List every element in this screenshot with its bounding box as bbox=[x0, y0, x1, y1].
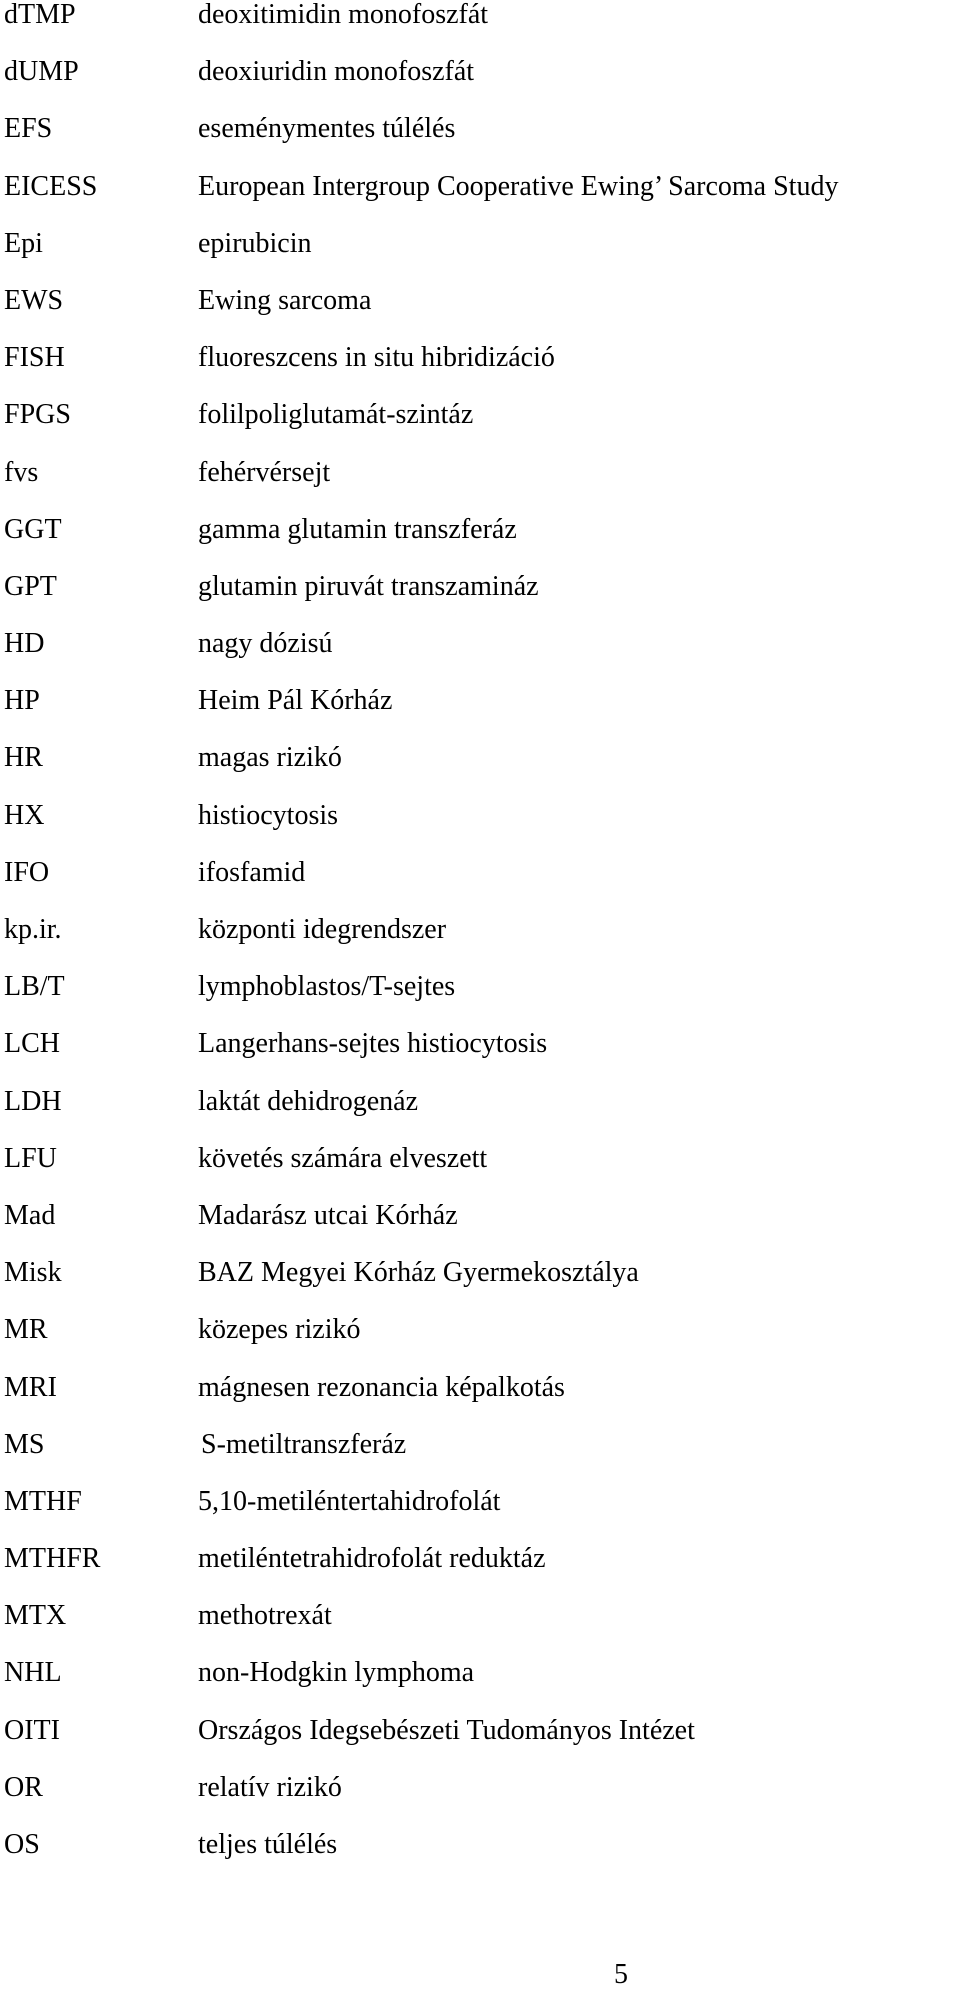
abbreviation-definition: közepes rizikó bbox=[198, 1314, 361, 1346]
abbreviation-definition: Ewing sarcoma bbox=[198, 284, 372, 316]
page-number: 5 bbox=[614, 1959, 628, 1990]
abbreviation-row bbox=[0, 1658, 960, 1715]
abbreviation-term: NHL bbox=[4, 1657, 62, 1689]
abbreviation-term: OITI bbox=[4, 1714, 60, 1746]
abbreviation-definition: központi idegrendszer bbox=[198, 914, 447, 945]
abbreviation-row bbox=[0, 1773, 960, 1830]
abbreviation-definition: epirubicin bbox=[198, 227, 312, 259]
abbreviation-term: FPGS bbox=[4, 399, 71, 431]
abbreviation-term: LCH bbox=[4, 1028, 60, 1060]
abbreviation-term: Mad bbox=[4, 1199, 56, 1231]
abbreviation-definition: Heim Pál Kórház bbox=[198, 685, 393, 717]
abbreviation-definition: teljes túlélés bbox=[198, 1829, 338, 1860]
abbreviation-row bbox=[0, 1430, 960, 1487]
abbreviation-term: Epi bbox=[4, 227, 43, 259]
abbreviation-term: MS bbox=[4, 1428, 45, 1460]
abbreviation-row bbox=[0, 858, 960, 915]
abbreviation-row bbox=[0, 1830, 960, 1887]
abbreviation-definition: histiocytosis bbox=[198, 799, 339, 831]
abbreviation-row bbox=[0, 1373, 960, 1430]
abbreviation-definition: deoxiuridin monofoszfát bbox=[198, 56, 475, 88]
abbreviation-definition: fluoreszcens in situ hibridizáció bbox=[198, 342, 555, 374]
abbreviation-term: Misk bbox=[4, 1257, 62, 1289]
abbreviation-definition: glutamin piruvát transzamináz bbox=[198, 570, 539, 602]
abbreviation-row bbox=[0, 1544, 960, 1601]
abbreviation-term: FISH bbox=[4, 342, 65, 374]
abbreviation-row bbox=[0, 572, 960, 629]
abbreviation-term: dUMP bbox=[4, 56, 79, 88]
abbreviation-term: dTMP bbox=[4, 0, 76, 30]
abbreviation-definition: gamma glutamin transzferáz bbox=[198, 513, 517, 545]
abbreviation-row bbox=[0, 343, 960, 400]
abbreviation-row bbox=[0, 286, 960, 343]
abbreviation-definition: eseménymentes túlélés bbox=[198, 113, 456, 145]
abbreviation-definition: S-metiltranszferáz bbox=[201, 1428, 407, 1460]
abbreviation-definition: non-Hodgkin lymphoma bbox=[198, 1657, 475, 1689]
abbreviation-row bbox=[0, 629, 960, 686]
abbreviation-row bbox=[0, 1029, 960, 1086]
abbreviation-term: HP bbox=[4, 685, 40, 717]
abbreviation-row bbox=[0, 1315, 960, 1372]
abbreviation-row bbox=[0, 1487, 960, 1544]
abbreviation-row bbox=[0, 1601, 960, 1658]
abbreviation-row bbox=[0, 114, 960, 171]
abbreviation-row bbox=[0, 229, 960, 286]
abbreviation-definition: nagy dózisú bbox=[198, 628, 333, 660]
abbreviation-definition: 5,10-metiléntertahidrofolát bbox=[198, 1485, 501, 1517]
abbreviation-row bbox=[0, 400, 960, 457]
abbreviation-row bbox=[0, 515, 960, 572]
abbreviation-row bbox=[0, 743, 960, 800]
abbreviation-row bbox=[0, 458, 960, 515]
abbreviation-term: EWS bbox=[4, 284, 64, 316]
abbreviation-row bbox=[0, 1716, 960, 1773]
abbreviation-row bbox=[0, 1201, 960, 1258]
abbreviation-term: MR bbox=[4, 1314, 48, 1346]
abbreviation-definition: ifosfamid bbox=[198, 856, 306, 888]
abbreviation-term: GPT bbox=[4, 570, 57, 602]
abbreviation-definition: mágnesen rezonancia képalkotás bbox=[198, 1371, 565, 1403]
abbreviation-term: EICESS bbox=[4, 170, 98, 202]
abbreviation-row bbox=[0, 915, 960, 972]
abbreviation-row bbox=[0, 972, 960, 1029]
abbreviation-definition: Országos Idegsebészeti Tudományos Intézet bbox=[198, 1714, 695, 1746]
abbreviation-term: MTHF bbox=[4, 1485, 82, 1517]
abbreviation-term: IFO bbox=[4, 856, 50, 888]
abbreviation-row bbox=[0, 0, 960, 57]
abbreviation-definition: relatív rizikó bbox=[198, 1771, 342, 1803]
abbreviation-term: fvs bbox=[4, 456, 39, 488]
abbreviation-term: MRI bbox=[4, 1371, 57, 1403]
abbreviation-term: LB/T bbox=[4, 971, 65, 1003]
abbreviation-term: HX bbox=[4, 799, 45, 831]
abbreviation-term: GGT bbox=[4, 513, 62, 545]
abbreviation-definition: magas rizikó bbox=[198, 742, 342, 774]
abbreviation-definition: folilpoliglutamát-szintáz bbox=[198, 399, 474, 431]
abbreviation-definition: Madarász utcai Kórház bbox=[198, 1199, 458, 1231]
abbreviation-term: kp.ir. bbox=[4, 914, 62, 945]
abbreviation-definition: Langerhans-sejtes histiocytosis bbox=[198, 1028, 548, 1060]
abbreviation-row bbox=[0, 1144, 960, 1201]
abbreviation-term: LDH bbox=[4, 1085, 62, 1117]
abbreviation-definition: deoxitimidin monofoszfát bbox=[198, 0, 489, 30]
abbreviation-row bbox=[0, 686, 960, 743]
abbreviation-definition: European Intergroup Cooperative Ewing’ Sarcoma Study bbox=[198, 170, 839, 202]
abbreviation-term: EFS bbox=[4, 113, 53, 145]
abbreviation-definition: laktát dehidrogenáz bbox=[198, 1085, 419, 1117]
abbreviation-definition: fehérvérsejt bbox=[198, 456, 331, 488]
abbreviation-row bbox=[0, 172, 960, 229]
abbreviation-row bbox=[0, 57, 960, 114]
abbreviation-term: HR bbox=[4, 742, 43, 774]
abbreviation-term: OS bbox=[4, 1829, 40, 1860]
abbreviation-definition: methotrexát bbox=[198, 1600, 332, 1632]
abbreviation-definition: BAZ Megyei Kórház Gyermekosztálya bbox=[198, 1257, 639, 1289]
abbreviation-term: HD bbox=[4, 628, 45, 660]
abbreviation-definition: metiléntetrahidrofolát reduktáz bbox=[198, 1543, 546, 1575]
abbreviation-row bbox=[0, 1258, 960, 1315]
abbreviation-row bbox=[0, 801, 960, 858]
abbreviation-definition: követés számára elveszett bbox=[198, 1142, 488, 1174]
abbreviation-definition: lymphoblastos/T-sejtes bbox=[198, 971, 456, 1003]
abbreviation-term: OR bbox=[4, 1771, 43, 1803]
abbreviation-row bbox=[0, 1087, 960, 1144]
abbreviation-term: MTHFR bbox=[4, 1543, 101, 1575]
abbreviation-term: MTX bbox=[4, 1600, 67, 1632]
abbreviation-term: LFU bbox=[4, 1142, 57, 1174]
